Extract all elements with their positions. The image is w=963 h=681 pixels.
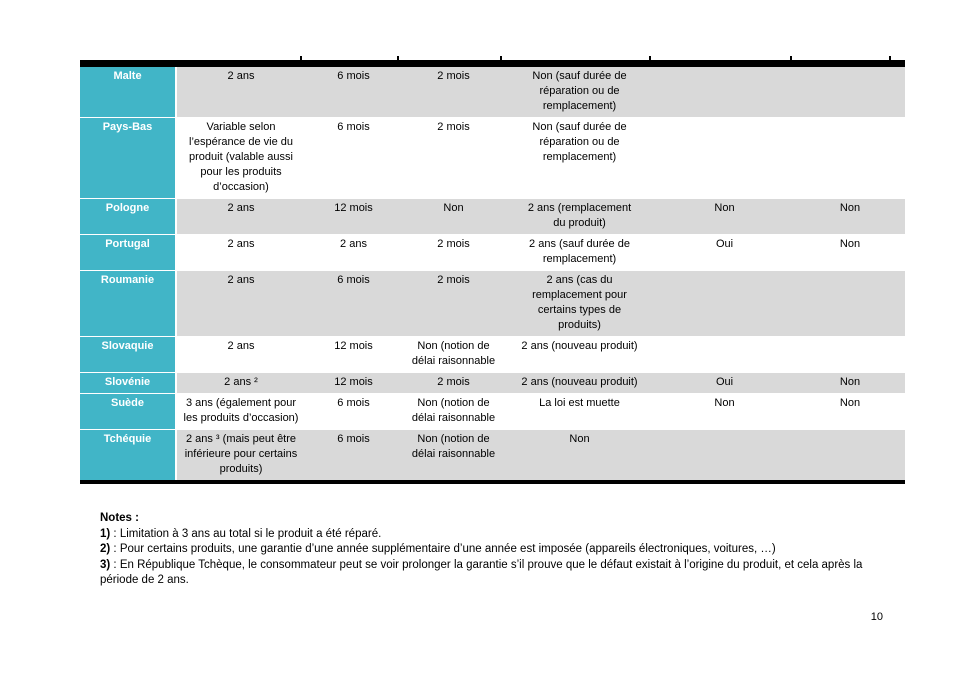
table-cell — [654, 118, 795, 198]
table-cell: 2 mois — [402, 235, 505, 270]
table-cell: Non — [795, 235, 905, 270]
page-number: 10 — [870, 611, 883, 623]
table-cell: La loi est muette — [505, 394, 654, 429]
column-border-tick — [500, 56, 502, 60]
table-cell: Non — [654, 394, 795, 429]
table-cell: 2 ans — [305, 235, 402, 270]
country-cell: Slovaquie — [80, 337, 177, 372]
table-cell: 2 ans ³ (mais peut être inférieure pour certains produits) — [177, 430, 305, 480]
note-item — [100, 558, 888, 589]
note-text: : Pour certains produits, une garantie d’une année supplémentaire d’une année est imposée (appareils électroniques, voitures, …) — [110, 543, 776, 555]
note-label: 2) — [100, 543, 111, 555]
notes-title: Notes : — [100, 512, 139, 524]
column-border-tick — [790, 56, 792, 60]
column-border-tick — [889, 56, 891, 60]
column-border-tick — [649, 56, 651, 60]
table-cell: 6 mois — [305, 118, 402, 198]
table-cell: Oui — [654, 235, 795, 270]
table-cell: 2 mois — [402, 67, 505, 117]
table-bottom-border — [80, 480, 905, 484]
table-row — [80, 393, 905, 429]
notes-list — [100, 527, 888, 589]
table-cell: 2 ans — [177, 271, 305, 336]
country-cell: Slovénie — [80, 373, 177, 393]
table-header-bottom-border — [80, 60, 905, 67]
country-cell: Roumanie — [80, 271, 177, 336]
country-cell: Portugal — [80, 235, 177, 270]
table-row — [80, 429, 905, 480]
country-cell: Suède — [80, 394, 177, 429]
table-cell — [654, 430, 795, 480]
country-cell: Pologne — [80, 199, 177, 234]
note-label: 3) — [100, 558, 111, 571]
table-cell: 6 mois — [305, 67, 402, 117]
table-row — [80, 372, 905, 393]
note-text: : En République Tchèque, le consommateur peut se voir prolonger la garantie s’il prouve que le défaut existait à l’origine du produit, et cela après la période de 2 ans. — [100, 558, 863, 586]
table-cell: 2 ans (cas du remplacement pour certains types de produits) — [505, 271, 654, 336]
table-cell: Non (sauf durée de réparation ou de remplacement) — [505, 118, 654, 198]
table-cell — [795, 118, 905, 198]
table-cell: 2 ans (nouveau produit) — [505, 337, 654, 372]
table-cell: Non — [505, 430, 654, 480]
table-cell — [795, 337, 905, 372]
country-cell: Tchéquie — [80, 430, 177, 480]
table-cell: 2 ans — [177, 199, 305, 234]
table-cell: 2 mois — [402, 373, 505, 393]
table-cell: Non (notion de délai raisonnable — [402, 430, 505, 480]
table-cell — [795, 67, 905, 117]
table-cell: Non (sauf durée de réparation ou de remplacement) — [505, 67, 654, 117]
table-row — [80, 117, 905, 198]
country-cell: Pays-Bas — [80, 118, 177, 198]
table-row — [80, 67, 905, 117]
column-border-tick — [300, 56, 302, 60]
table-cell — [795, 271, 905, 336]
table-cell: 2 mois — [402, 118, 505, 198]
table-cell: 12 mois — [305, 337, 402, 372]
table-cell: 2 ans (sauf durée de remplacement) — [505, 235, 654, 270]
note-label: 1) — [100, 527, 111, 540]
notes-section — [100, 511, 888, 589]
table-row — [80, 270, 905, 336]
table-cell: Oui — [654, 373, 795, 393]
table-body — [80, 67, 905, 480]
table-cell: Non (notion de délai raisonnable — [402, 394, 505, 429]
table-cell: Non — [795, 199, 905, 234]
table-cell: 3 ans (également pour les produits d’occasion) — [177, 394, 305, 429]
table-cell: 2 mois — [402, 271, 505, 336]
table-cell — [654, 67, 795, 117]
table-cell: 2 ans — [177, 337, 305, 372]
table-cell: Non — [795, 394, 905, 429]
table-cell: 2 ans — [177, 67, 305, 117]
table-cell: Non — [654, 199, 795, 234]
note-text: : Limitation à 3 ans au total si le produit a été réparé. — [110, 527, 382, 540]
table-cell: 12 mois — [305, 199, 402, 234]
table-row — [80, 198, 905, 234]
warranty-table — [80, 56, 905, 484]
country-cell: Malte — [80, 67, 177, 117]
table-cell: Variable selon l’espérance de vie du produit (valable aussi pour les produits d’occasion) — [177, 118, 305, 198]
table-cell: 6 mois — [305, 430, 402, 480]
table-cell: Non — [402, 199, 505, 234]
table-cell — [654, 337, 795, 372]
table-cell — [795, 430, 905, 480]
table-row — [80, 336, 905, 372]
table-cell: 6 mois — [305, 394, 402, 429]
table-row — [80, 234, 905, 270]
table-cell: 2 ans — [177, 235, 305, 270]
table-cell: 2 ans (remplacement du produit) — [505, 199, 654, 234]
table-cell — [654, 271, 795, 336]
table-cell: 2 ans ² — [177, 373, 305, 393]
table-cell: Non — [795, 373, 905, 393]
table-cell: Non (notion de délai raisonnable — [402, 337, 505, 372]
column-border-tick — [397, 56, 399, 60]
note-item — [100, 542, 888, 558]
table-cell: 12 mois — [305, 373, 402, 393]
table-cell: 2 ans (nouveau produit) — [505, 373, 654, 393]
note-item — [100, 527, 888, 543]
table-cell: 6 mois — [305, 271, 402, 336]
